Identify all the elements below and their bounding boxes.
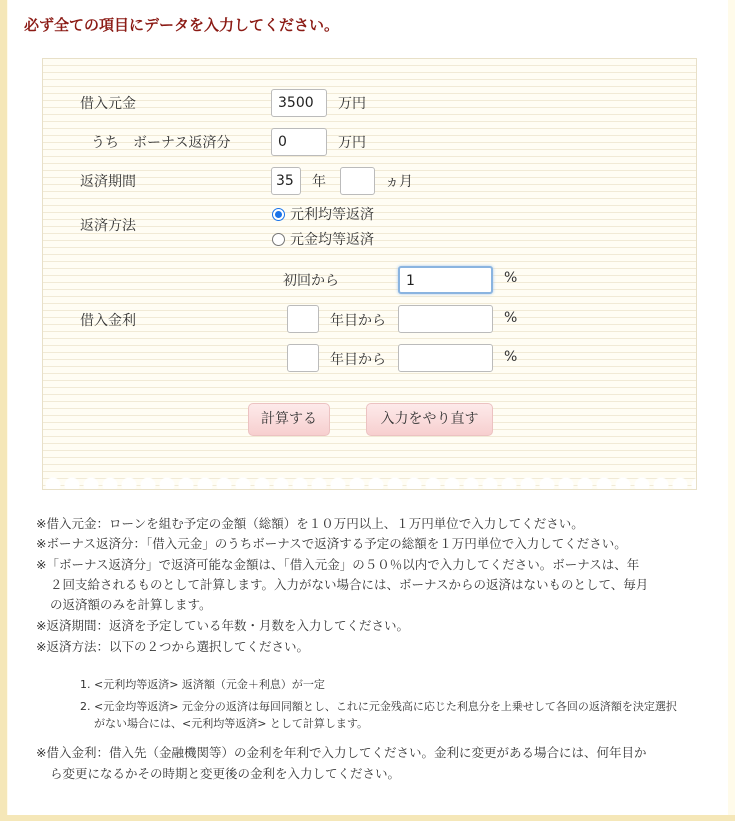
period-label: 返済期間 [80,174,136,190]
scalloped-edge [43,469,696,489]
radio-unselected-icon[interactable] [272,233,285,246]
note-rate: ※借入金利：借入先（金融機関等）の金利を年利で入力してください。金利に変更がある場合には、何年目か [36,745,647,760]
page-title: 必ず全ての項目にデータを入力してください。 [24,16,340,34]
method-option-principal[interactable] [272,229,374,249]
method-list-item-2 [80,698,677,714]
period-years-unit: 年 [312,174,326,190]
rate-change2-from-label: 年目から [330,352,386,368]
note-principal: ※借入元金：ローンを組む予定の金額（総額）を１０万円以上、１万円単位で入力してください。 [36,516,584,531]
method-option-annuity[interactable] [272,204,374,224]
rate-first-input[interactable]: 1 [398,266,493,294]
principal-unit: 万円 [338,96,366,112]
reset-button[interactable]: 入力をやり直す [366,403,493,436]
main-content [8,0,728,821]
note-bonus-limit-cont2: の返済額のみを計算します。 [50,597,212,612]
note-period: ※返済期間：返済を予定している年数・月数を入力してください。 [36,618,409,633]
period-months-input[interactable] [340,167,375,195]
note-bonus-limit: ※「ボーナス返済分」で返済可能な金額は、「借入元金」の５０％以内で入力してください。ボーナスは、年 [36,557,640,572]
calculate-button[interactable]: 計算する [248,403,330,436]
rate-change2-input[interactable] [398,344,493,372]
note-bonus-limit-cont1: ２回支給されるものとして計算します。入力がない場合には、ボーナスからの返済はないものとして、毎月 [50,577,649,592]
period-months-unit: ヵ月 [385,174,413,190]
method-list-item-1 [80,676,325,692]
method-list-item-2-cont: がない場合には、<元利均等返済> として計算します。 [94,717,369,730]
rate-change1-from-label: 年目から [330,313,386,329]
method-option-principal-label: 元金均等返済 [290,232,374,248]
radio-selected-icon[interactable] [272,208,285,221]
note-bonus: ※ボーナス返済分：「借入元金」のうちボーナスで返済する予定の総額を１万円単位で入力してください。 [36,536,627,551]
period-years-input[interactable]: 35 [271,167,301,195]
rate-label: 借入金利 [80,313,136,329]
bonus-label: うち ボーナス返済分 [91,135,231,151]
method-label: 返済方法 [80,218,136,234]
list-text: <元金均等返済> 元金分の返済は毎回同額とし、これに元金残高に応じた利息分を上乗せして各回の返済額を決定選択 [94,700,677,713]
rate-first-unit: % [504,270,518,286]
note-rate-cont: ら変更になるかその時期と変更後の金利を入力してください。 [50,766,401,781]
right-border [728,0,735,821]
list-num: 2. [80,700,91,713]
bonus-input[interactable]: 0 [271,128,327,156]
method-option-annuity-label: 元利均等返済 [290,207,374,223]
rate-change1-input[interactable] [398,305,493,333]
list-text: <元利均等返済> 返済額（元金＋利息）が一定 [94,678,325,691]
loan-form-panel [42,58,697,490]
rate-change1-unit: % [504,310,518,326]
rate-change2-unit: % [504,349,518,365]
principal-input[interactable]: 3500 [271,89,327,117]
rate-first-label: 初回から [283,273,339,289]
list-num: 1. [80,678,91,691]
note-method: ※返済方法：以下の２つから選択してください。 [36,639,309,654]
principal-label: 借入元金 [80,96,136,112]
rate-change1-year-input[interactable] [287,305,319,333]
left-border [0,0,7,821]
bonus-unit: 万円 [338,135,366,151]
bottom-border [0,815,735,821]
rate-change2-year-input[interactable] [287,344,319,372]
